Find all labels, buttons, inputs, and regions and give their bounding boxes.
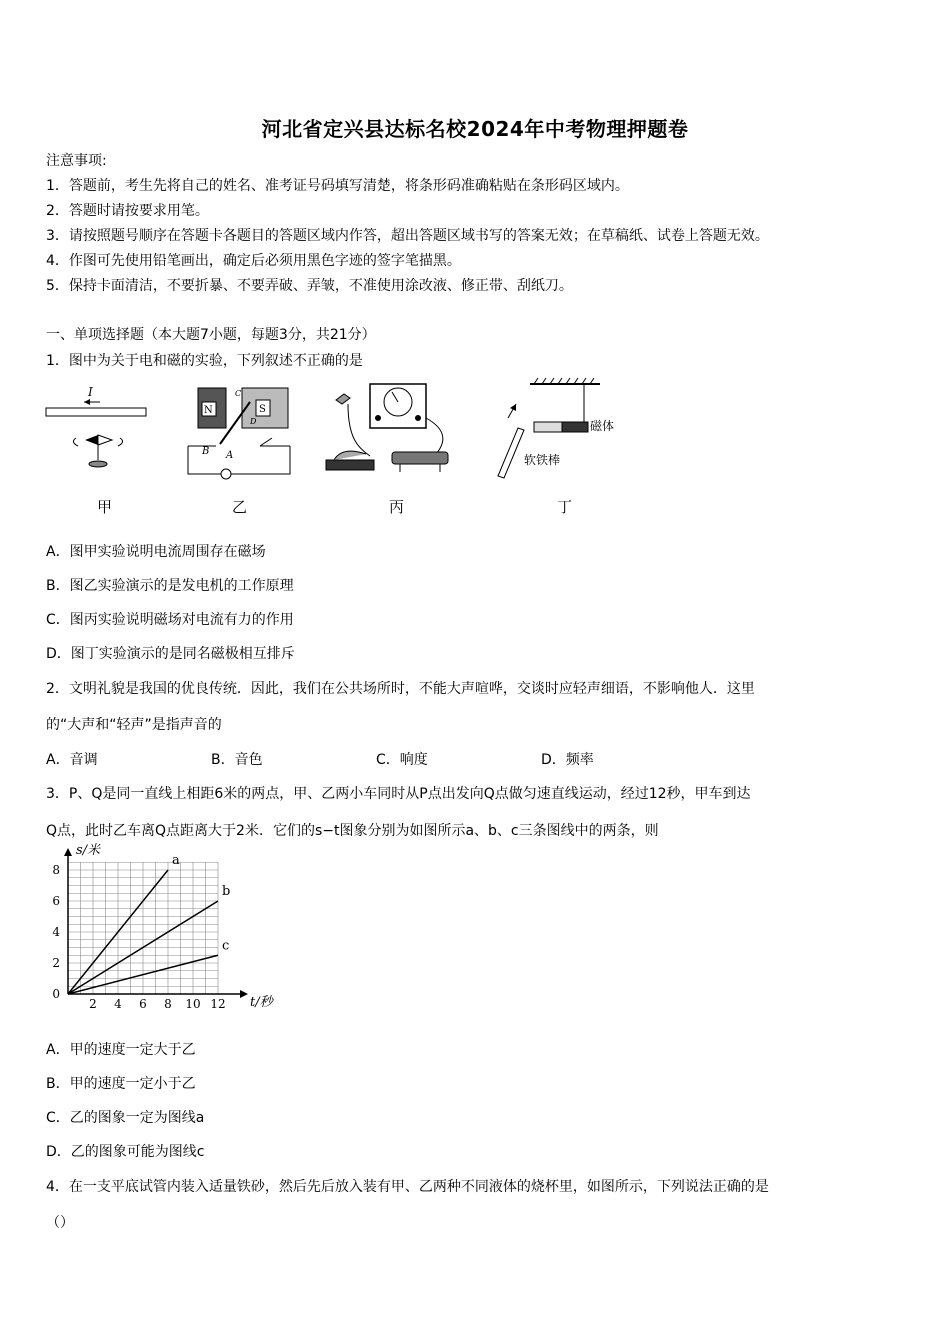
bulb-icon — [221, 469, 231, 479]
figure-label: 甲 — [97, 498, 113, 516]
y-tick-label: 8 — [52, 863, 60, 877]
doc-title: 河北省定兴县达标名校2024年中考物理押题卷 — [261, 117, 689, 141]
x-tick-label: 12 — [210, 997, 226, 1011]
figure-bing — [318, 378, 458, 483]
y-axis-arrow — [64, 848, 72, 856]
notice-heading: 注意事项: — [46, 153, 107, 169]
question-2-line: 的“大声和“轻声”是指声音的 — [46, 717, 222, 733]
question-2-line: 2．文明礼貌是我国的优良传统．因此，我们在公共场所时，不能大声喧哗，交谈时应轻声细语，不影响他人．这里 — [46, 681, 755, 697]
x-axis-label: t/秒 — [250, 995, 273, 1010]
current-label: I — [88, 385, 93, 399]
question-3-line: Q点，此时乙车离Q点距离大于2米．它们的s−t图象分别为如图所示a、b、c三条图线中的两条，则 — [46, 823, 659, 839]
compass-needle-icon — [85, 435, 98, 445]
question-1-stem: 1．图中为关于电和磁的实验，下列叙述不正确的是 — [46, 353, 363, 369]
x-tick-label: 4 — [114, 997, 122, 1011]
notice-item: 5．保持卡面清洁，不要折暴、不要弄破、弄皱，不准使用涂改液、修正带、刮纸刀。 — [46, 278, 573, 294]
x-tick-label: 10 — [185, 997, 201, 1011]
notice-item: 2．答题时请按要求用笔。 — [46, 203, 209, 219]
option: D．图丁实验演示的是同名磁极相互排斥 — [46, 646, 295, 662]
figure-label: 乙 — [232, 498, 248, 516]
x-tick-label: 2 — [89, 997, 97, 1011]
option: B．图乙实验演示的是发电机的工作原理 — [46, 578, 294, 594]
option: C．图丙实验说明磁场对电流有力的作用 — [46, 612, 294, 628]
series-label-c: c — [222, 938, 230, 954]
option: D．乙的图象可能为图线c — [46, 1144, 205, 1160]
x-tick-label: 8 — [164, 997, 172, 1011]
notice-item: 3．请按照题号顺序在答题卡各题目的答题区域内作答，超出答题区域书写的答案无效；在草稿纸、试卷上答题无效。 — [46, 228, 769, 244]
y-tick-label: 4 — [52, 925, 60, 939]
svg-text:D: D — [250, 417, 257, 426]
origin-label: 0 — [52, 987, 60, 1001]
figure-label: 丁 — [557, 498, 573, 516]
option: C．乙的图象一定为图线a — [46, 1110, 205, 1126]
question-4-line: （） — [46, 1215, 74, 1231]
figure-jia — [40, 380, 155, 480]
svg-text:N: N — [204, 405, 213, 416]
option: D．频率 — [541, 752, 594, 768]
section-heading: 一、单项选择题（本大题7小题，每题3分，共21分） — [46, 327, 376, 343]
notice-item: 1．答题前，考生先将自己的姓名、准考证号码填写清楚，将条形码准确粘贴在条形码区域内。 — [46, 178, 629, 194]
option: A．甲的速度一定大于乙 — [46, 1042, 196, 1058]
series-label-a: a — [172, 853, 180, 868]
figure-ding — [488, 378, 628, 488]
option: A．音调 — [46, 752, 98, 768]
x-axis-arrow — [240, 990, 248, 998]
figure-label: 丙 — [389, 498, 405, 516]
svg-text:C: C — [235, 389, 242, 398]
question-4-line: 4．在一支平底试管内装入适量铁砂，然后先后放入装有甲、乙两种不同液体的烧杯里，如图所示，下列说法正确的是 — [46, 1179, 769, 1195]
y-tick-label: 6 — [52, 894, 60, 908]
soft-iron-label: 软铁棒 — [524, 453, 561, 467]
option: A．图甲实验说明电流周围存在磁场 — [46, 544, 266, 560]
x-tick-label: 6 — [139, 997, 147, 1011]
y-axis-label: s/米 — [76, 843, 101, 858]
option: C．响度 — [376, 752, 428, 768]
figure-yi — [180, 380, 295, 480]
st-chart — [44, 843, 273, 1022]
magnet-label: 磁体 — [590, 419, 615, 433]
question-3-line: 3．P、Q是同一直线上相距6米的两点，甲、乙两小车同时从P点出发向Q点做匀速直线运动，经过12秒，甲车到达 — [46, 786, 751, 802]
svg-text:B: B — [202, 446, 210, 457]
option: B．甲的速度一定小于乙 — [46, 1076, 196, 1092]
notice-item: 4．作图可先使用铅笔画出，确定后必须用黑色字迹的签字笔描黑。 — [46, 253, 461, 269]
series-label-b: b — [222, 884, 231, 899]
svg-text:S: S — [259, 404, 266, 415]
y-tick-label: 2 — [52, 956, 60, 970]
option: B．音色 — [211, 752, 263, 768]
svg-text:A: A — [226, 450, 234, 461]
